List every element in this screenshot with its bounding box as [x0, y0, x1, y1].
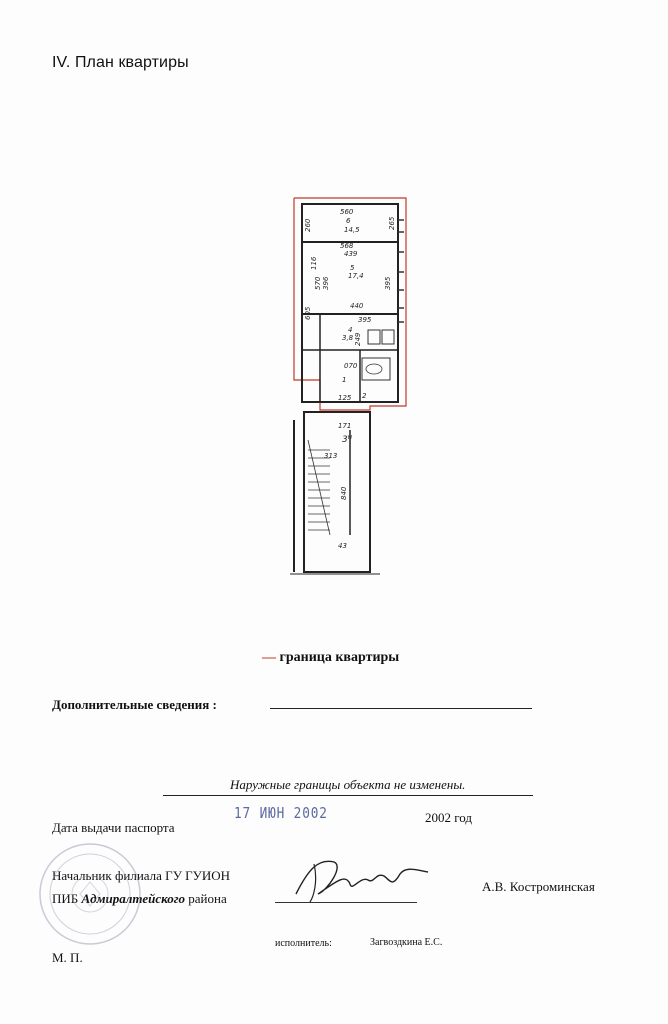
signer-name: А.В. Костроминская [482, 879, 595, 894]
seal-place-label: М. П. [52, 950, 83, 965]
additional-info-label: Дополнительные сведения : [52, 697, 217, 712]
dim-label: 439 [344, 250, 358, 258]
room-number: 1 [342, 376, 347, 384]
dim-label: 396 [322, 276, 330, 290]
dim-label: 840 [340, 486, 348, 500]
legend [262, 650, 399, 666]
dim-label: 249 [354, 332, 362, 346]
head-suffix: района [185, 891, 227, 906]
room-number: 3ᴴ [342, 435, 352, 445]
dim-label: 395 [384, 276, 392, 290]
room-number: 2 [362, 392, 367, 400]
dim-label: 43 [338, 542, 347, 550]
apartment-floor-plan [290, 190, 420, 580]
dim-label: 560 [340, 208, 354, 216]
legend-text: граница квартиры [279, 650, 400, 665]
head-district: Адмиралтейского [81, 891, 186, 906]
room-area: 17,4 [348, 272, 364, 280]
dim-label: 125 [338, 394, 352, 402]
executor-label: исполнитель: [275, 938, 332, 949]
room-number: 6 [346, 217, 351, 225]
note-underline [163, 795, 533, 796]
issue-year: 2002 год [425, 810, 472, 825]
dim-label: 440 [350, 302, 364, 310]
dim-label: 116 [310, 256, 318, 270]
handwritten-signature [288, 850, 438, 906]
dim-label: 395 [358, 316, 372, 324]
dim-label: 171 [338, 422, 352, 430]
room-number: 5 [350, 264, 355, 272]
dim-label: 260 [304, 218, 312, 232]
head-prefix: ПИБ [52, 891, 82, 906]
executor-name: Загвоздкина Е.С. [370, 937, 443, 948]
head-title-line1: Начальник филиала ГУ ГУИОН [52, 868, 231, 883]
date-stamp: 17 ИЮН 2002 [234, 804, 328, 822]
dim-label: 313 [324, 452, 338, 460]
section-title: IV. План квартиры [52, 54, 189, 71]
dim-label: 265 [388, 216, 396, 230]
issue-date-label: Дата выдачи паспорта [52, 820, 175, 835]
dim-label: 568 [340, 242, 354, 250]
room-area: 3,8 [342, 334, 354, 342]
signature-line [275, 902, 417, 903]
room-area: 14,5 [344, 226, 360, 234]
dim-label: 570 [314, 276, 322, 290]
additional-info-line [270, 708, 532, 709]
dim-label: 605 [304, 306, 312, 320]
legend-boundary-mark: — [262, 650, 276, 665]
boundaries-note: Наружные границы объекта не изменены. [230, 777, 466, 792]
official-seal [36, 840, 144, 948]
room-number: 4 [348, 326, 353, 334]
dim-label: 070 [344, 362, 358, 370]
